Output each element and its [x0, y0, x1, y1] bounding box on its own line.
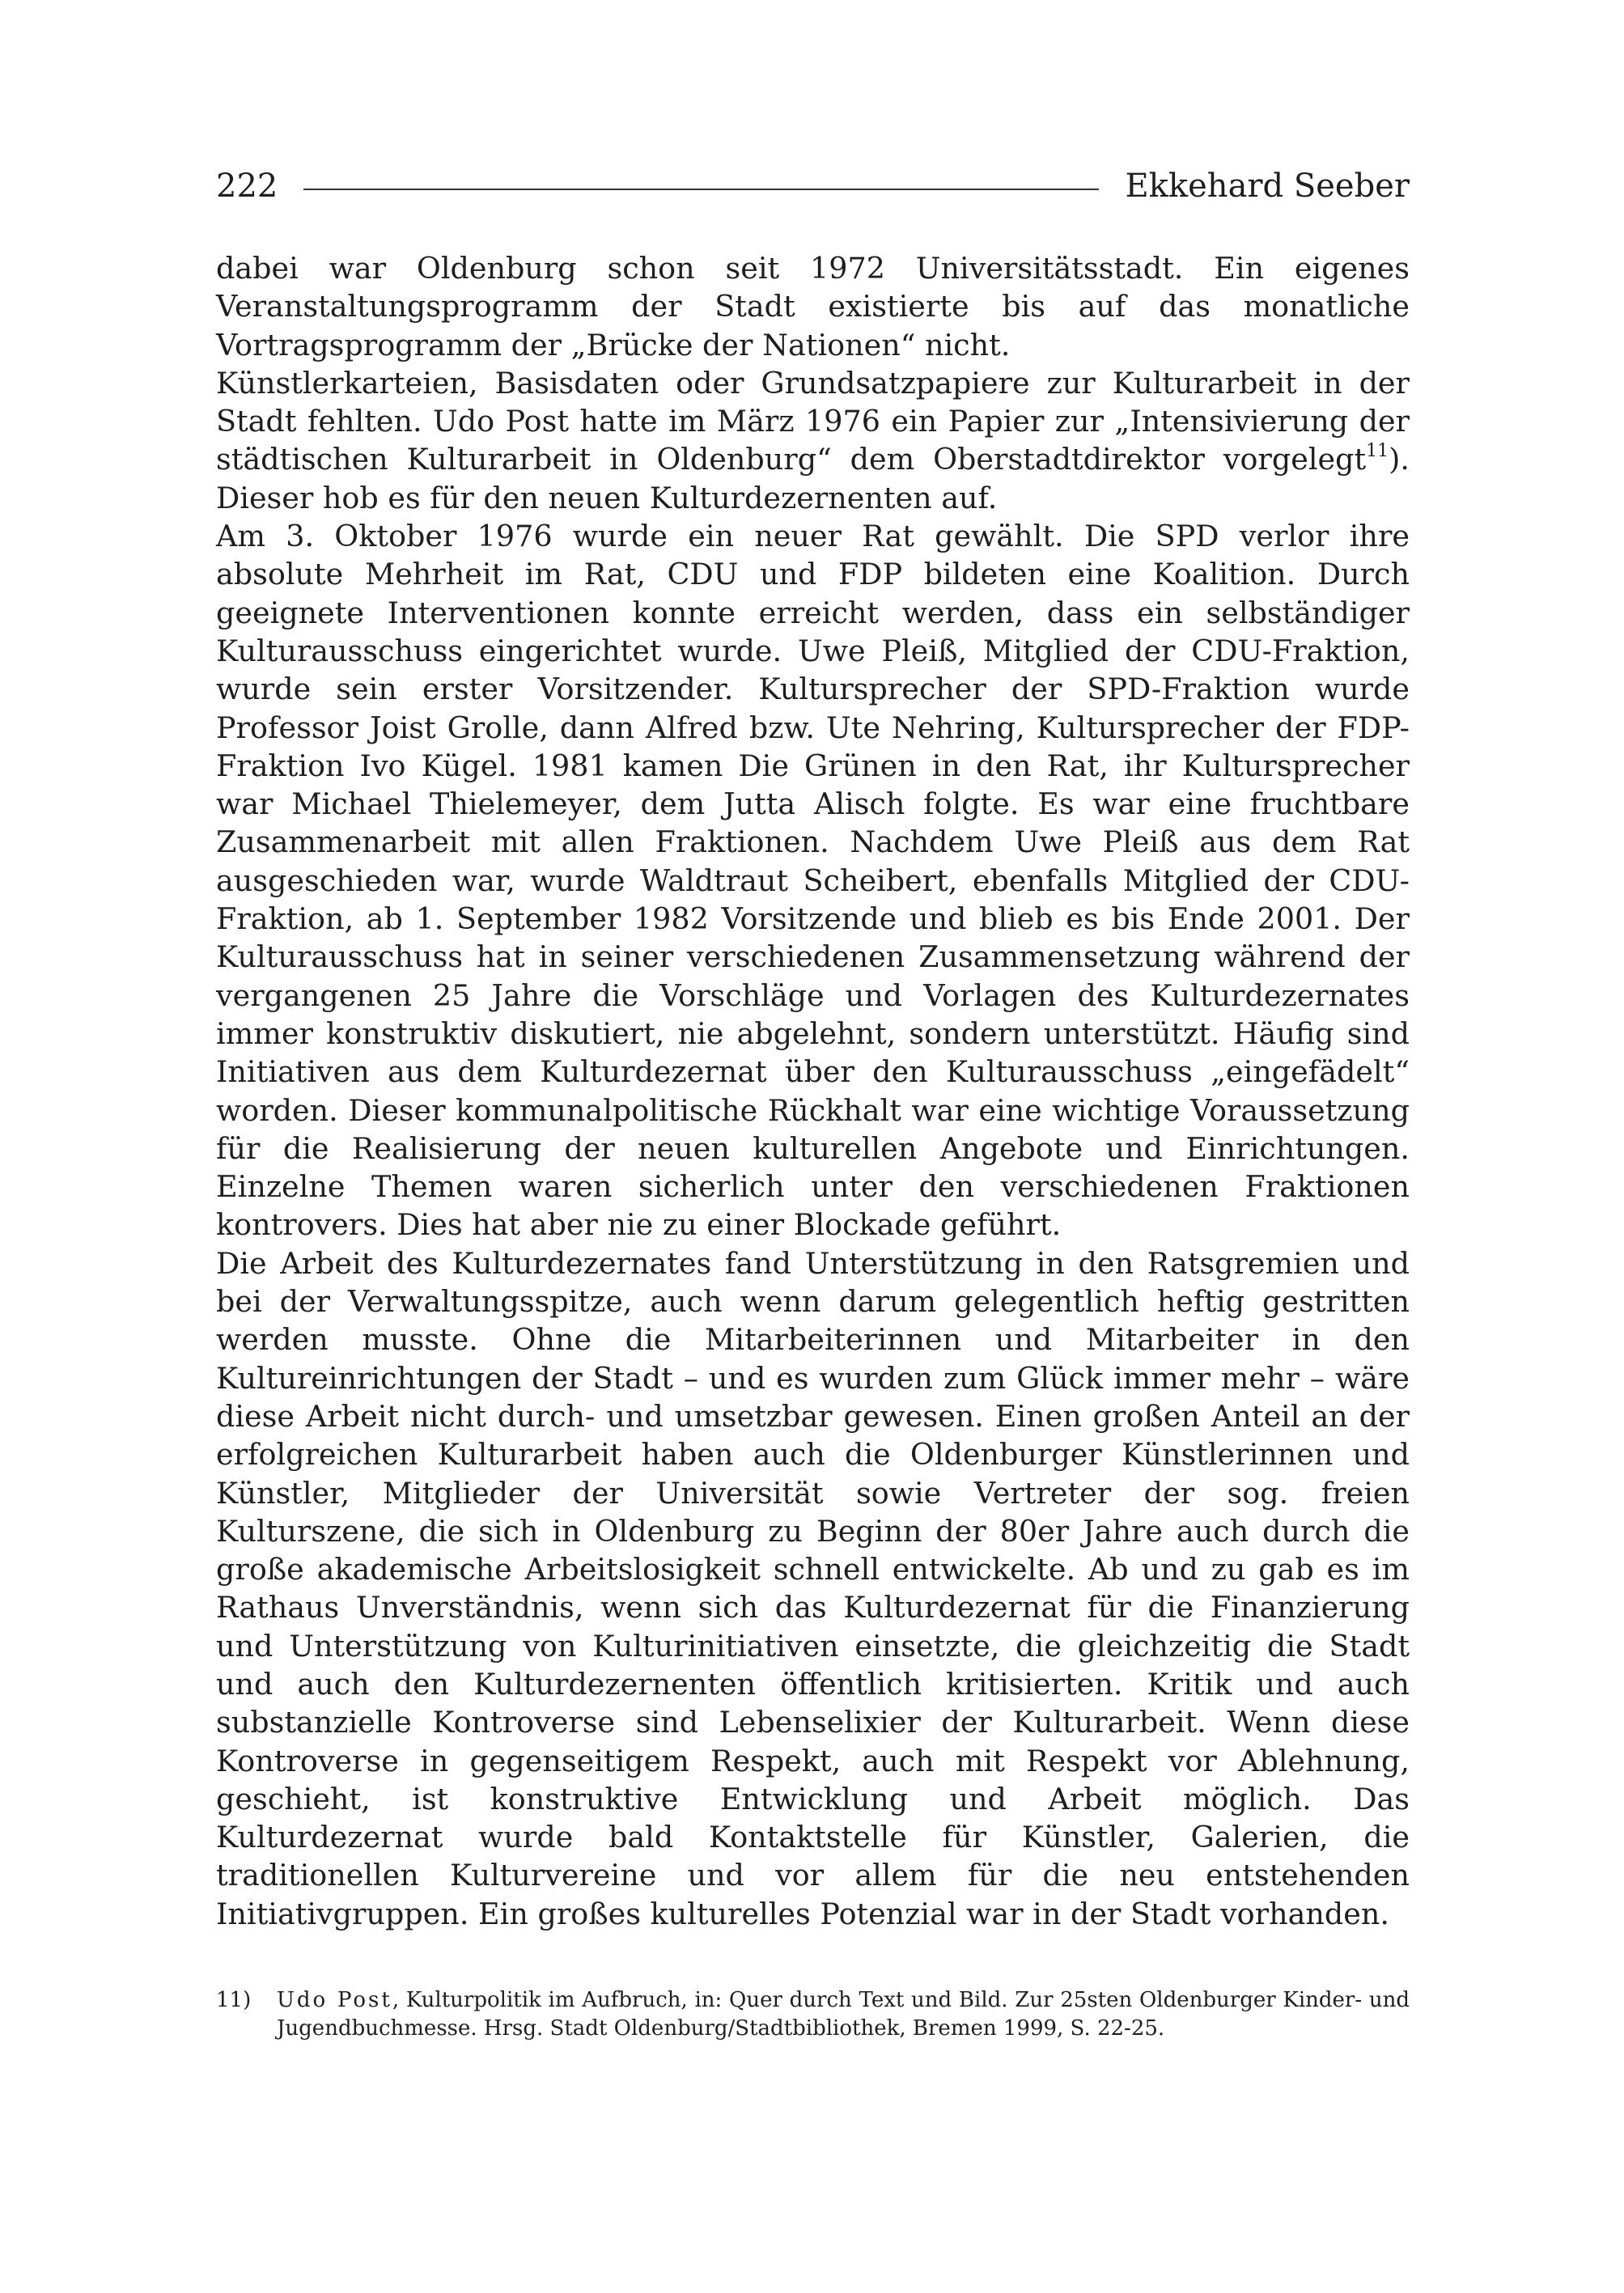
running-header — [216, 162, 1410, 210]
paragraph-text: ). Dieser hob es für den neuen Kulturdezernenten auf. — [216, 442, 1410, 515]
footnote-body — [277, 1986, 1410, 2043]
header-rule — [303, 189, 1099, 190]
running-head-author: Ekkehard Seeber — [1125, 167, 1410, 205]
paragraph: Am 3. Oktober 1976 wurde ein neuer Rat gewählt. Die SPD verlor ihre absolute Mehrheit im Rat, CDU und FDP bildeten eine Koalition. Durch geeignete Interventionen konnte erreicht werden, dass ein selbständiger Kulturausschuss eingerichtet wurde. Uwe Pleiß, Mitglied der CDU-Fraktion, wurde sein erster Vorsitzender. Kultursprecher der SPD-Fraktion wurde Professor Joist Grolle, dann Alfred bzw. Ute Nehring, Kultursprecher der FDP-Fraktion Ivo Kügel. 1981 kamen Die Grünen in den Rat, ihr Kultursprecher war Michael Thielemeyer, dem Jutta Alisch folgte. Es war eine fruchtbare Zusammenarbeit mit allen Fraktionen. Nachdem Uwe Pleiß aus dem Rat ausgeschieden war, wurde Waldtraut Scheibert, ebenfalls Mitglied der CDU-Fraktion, ab 1. September 1982 Vorsitzende und blieb es bis Ende 2001. Der Kulturausschuss hat in seiner verschiedenen Zusammensetzung während der vergangenen 25 Jahre die Vorschläge und Vorlagen des Kulturdezernates immer konstruktiv diskutiert, nie abgelehnt, sondern unterstützt. Häufig sind Initiativen aus dem Kulturdezernat über den Kulturausschuss „eingefädelt“ worden. Dieser kommunalpolitische Rückhalt war eine wichtige Voraussetzung für die Realisierung der neuen kulturellen Angebote und Einrichtungen. Einzelne Themen waren sicherlich unter den verschiedenen Fraktionen kontrovers. Dies hat aber nie zu einer Blockade geführt. — [216, 519, 1410, 1243]
footnote-number: 11) — [216, 1988, 252, 2012]
footnote-reference: 11 — [1366, 441, 1389, 462]
paragraph-text: Künstlerkarteien, Basisdaten oder Grundsatzpapiere zur Kulturarbeit in der Stadt fehlten. Udo Post hatte im März 1976 ein Papier zur „Intensivierung der städtischen Kulturarbeit in Oldenburg“ dem Oberstadtdirektor vorgelegt — [216, 365, 1410, 477]
body-text — [216, 249, 1410, 1933]
page-number: 222 — [216, 167, 278, 205]
paragraph — [216, 364, 1410, 517]
footnote — [216, 1986, 1410, 2043]
paragraph: Die Arbeit des Kulturdezernates fand Unterstützung in den Ratsgremien und bei der Verwaltungsspitze, auch wenn darum gelegentlich heftig gestritten werden musste. Ohne die Mitarbeiterinnen und Mitarbeiter in den Kultureinrichtungen der Stadt – und es wurden zum Glück immer mehr – wäre diese Arbeit nicht durch- und umsetzbar gewesen. Einen großen Anteil an der erfolgreichen Kulturarbeit haben auch die Oldenburger Künstlerinnen und Künstler, Mitglieder der Universität sowie Vertreter der sog. freien Kulturszene, die sich in Oldenburg zu Beginn der 80er Jahre auch durch die große akademische Arbeitslosigkeit schnell entwickelte. Ab und zu gab es im Rathaus Unverständnis, wenn sich das Kulturdezernat für die Finanzierung und Unterstützung von Kulturinitiativen einsetzte, die gleichzeitig die Stadt und auch den Kulturdezernenten öffentlich kritisierten. Kritik und auch substanzielle Kontroverse sind Lebenselixier der Kulturarbeit. Wenn diese Kontroverse in gegenseitigem Respekt, auch mit Respekt vor Ablehnung, geschieht, ist konstruktive Entwicklung und Arbeit möglich. Das Kulturdezernat wurde bald Kontaktstelle für Künstler, Galerien, die traditionellen Kulturvereine und vor allem für die neu entstehenden Initiativgruppen. Ein großes kulturelles Potenzial war in der Stadt vorhanden. — [216, 1245, 1410, 1931]
footnote-author: Udo Post — [277, 1988, 392, 2012]
footnote-text: , Kulturpolitik im Aufbruch, in: Quer durch Text und Bild. Zur 25sten Oldenburger Kinder- und Jugendbuchmesse. Hrsg. Stadt Oldenburg/Stadtbibliothek, Bremen 1999, S. 22-25. — [277, 1988, 1410, 2041]
paragraph: dabei war Oldenburg schon seit 1972 Universitätsstadt. Ein eigenes Veranstaltungsprogramm der Stadt existierte bis auf das monatliche Vortragsprogramm der „Brücke der Nationen“ nicht. — [216, 251, 1410, 362]
